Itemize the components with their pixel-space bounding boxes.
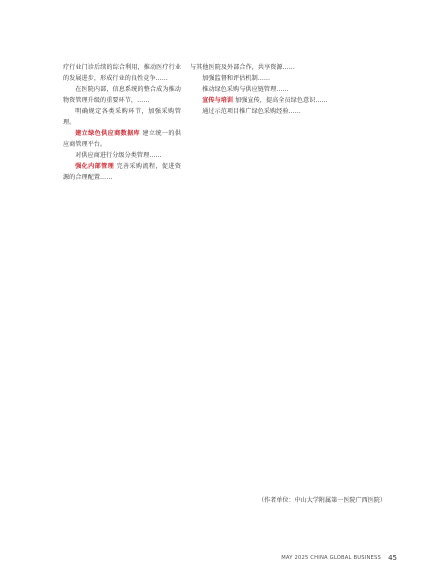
paragraph-text: 对供应商进行分级分类管理……: [75, 152, 162, 160]
article-column-right: [190, 62, 386, 117]
section-heading: 宣传与培训: [202, 97, 234, 105]
right-paragraph: [190, 95, 386, 106]
paragraph-text: 建立统一的供应商管理平台。: [63, 130, 181, 149]
paragraph-text: 明确规定各类采购环节，加强采购管理。: [63, 108, 181, 127]
article-column-left: [63, 62, 181, 184]
left-paragraph: [63, 128, 181, 150]
right-paragraph: [190, 84, 386, 95]
paragraph-text: 完善采购流程，促进资源的合理配置……: [63, 163, 181, 182]
section-heading: 强化内部管理: [75, 163, 115, 171]
paragraph-text: 通过示范项目推广绿色采购经验……: [202, 108, 301, 116]
left-paragraph: [63, 84, 181, 106]
right-paragraph: [190, 62, 386, 73]
paragraph-text: 在医院内部，信息系统的整合成为推动物资管理升级的重要环节，……: [63, 86, 181, 105]
left-paragraph: [63, 62, 181, 84]
right-paragraph: [190, 73, 386, 84]
left-paragraph: [63, 150, 181, 161]
paragraph-text: 与其他医院及外部合作，共享资源……: [190, 64, 295, 71]
left-paragraph: [63, 106, 181, 128]
paragraph-text: 加强宣传，提高全员绿色意识……: [235, 97, 328, 105]
author-affiliation: （作者单位：中山大学附属第一医院广西医院）: [258, 497, 386, 504]
footer-publication: MAY 2025 CHINA GLOBAL BUSINESS: [281, 555, 381, 561]
page-number: 45: [388, 554, 397, 562]
paragraph-text: 推动绿色采购与供应链管理……: [202, 86, 289, 94]
page-footer: [0, 552, 427, 564]
right-paragraph: [190, 106, 386, 117]
paragraph-text: 加强监督和评估机制……: [202, 75, 271, 83]
left-paragraph: [63, 161, 181, 183]
paragraph-text: 疗行业门诊后续的综合利用，推动医疗行业的发展进步，形成行业的良性竞争……: [63, 64, 181, 83]
section-heading: 建立绿色供应商数据库: [75, 130, 141, 138]
